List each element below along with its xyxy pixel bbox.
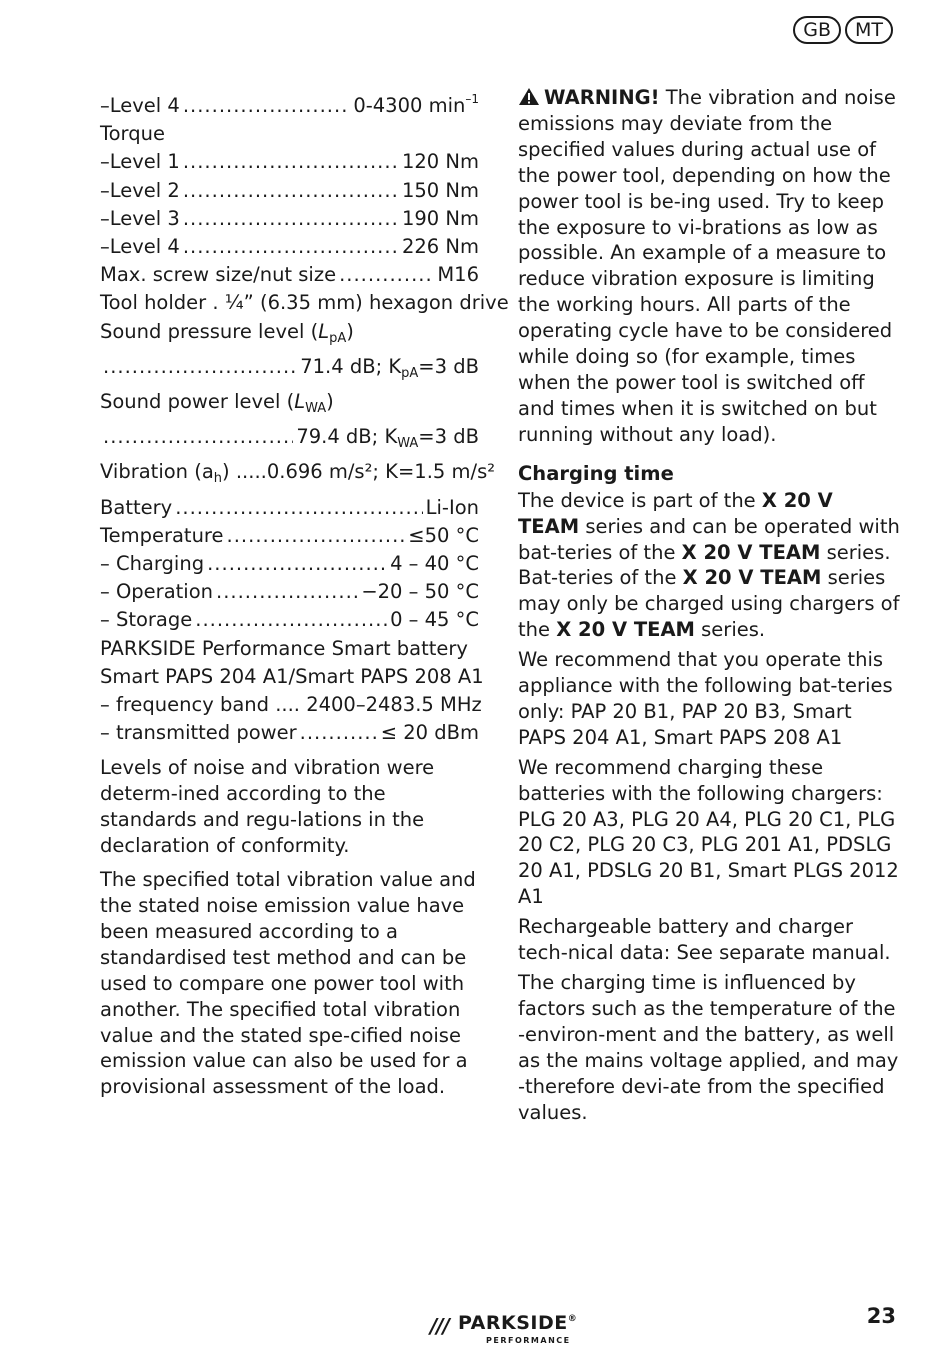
spec-value-subscript: pA [401, 365, 419, 381]
spec-value-superscript: –1 [465, 92, 479, 106]
spec-value-text: Li-Ion [425, 495, 479, 519]
spec-label: – Operation [100, 580, 213, 604]
spec-text: – frequency band .... 2400–2483.5 MHz [100, 693, 482, 717]
spec-text: Sound pressure level ( [100, 319, 319, 343]
spec-value-text: 71.4 dB; K [300, 354, 402, 378]
language-badge-gb: GB [793, 16, 841, 44]
warning-icon [518, 87, 540, 106]
spec-label: – Storage [100, 608, 193, 632]
spec-row [100, 353, 479, 388]
spec-row [100, 719, 479, 747]
spec-value [296, 423, 479, 458]
spec-value [408, 522, 479, 550]
spec-text: Sound power level ( [100, 390, 295, 414]
spec-row [100, 458, 496, 493]
spec-row [100, 494, 479, 522]
paragraph-noise-levels: Levels of noise and vibration were determ-ined according to the standards and regu-lations in the declaration of conformity. [100, 756, 435, 858]
spec-row [100, 205, 479, 233]
language-badges [793, 16, 893, 44]
spec-value-text: 150 Nm [401, 178, 479, 202]
spec-value-text: 79.4 dB; K [296, 425, 398, 449]
spec-value [381, 719, 479, 747]
leader-dots [195, 606, 387, 634]
spec-text-end: ) .....0.696 m/s²; K=1.5 m/s² [222, 460, 496, 484]
spec-row [100, 318, 479, 353]
spec-label: – Charging [100, 552, 205, 576]
leader-dots [175, 494, 422, 522]
logo-name: PARKSIDE® [458, 1312, 578, 1334]
spec-value-text: 226 Nm [401, 235, 479, 259]
leader-dots [300, 719, 378, 747]
spec-list [100, 85, 509, 747]
leader-dots [183, 92, 350, 120]
spec-label: Max. screw size/nut size [100, 263, 337, 287]
spec-row [100, 148, 479, 176]
spec-value-subscript: WA [397, 436, 419, 452]
leader-dots [339, 261, 434, 289]
spec-text-subscript: pA [329, 330, 347, 346]
spec-value-end: =3 dB [418, 354, 479, 378]
spec-value [390, 606, 479, 634]
spec-value [361, 578, 479, 606]
spec-row [100, 85, 479, 120]
spec-row [100, 177, 479, 205]
spec-text: Vibration (a [100, 460, 214, 484]
spec-value-text: M16 [437, 263, 479, 287]
spec-row [100, 635, 479, 663]
paragraph-technical-data: Rechargeable battery and charger tech-nical data: See separate manual. [518, 915, 891, 965]
leader-dots [183, 177, 399, 205]
spec-value-text: 4 – 40 °C [390, 552, 479, 576]
spec-value-text: 0 – 45 °C [390, 608, 479, 632]
spec-value [402, 177, 479, 205]
warning-label: WARNING! [544, 86, 660, 109]
leader-dots [227, 522, 406, 550]
spec-value-text: 0-4300 min [353, 94, 466, 117]
paragraph-batteries: We recommend that you operate this appliance with the following bat-teries only: PAP 20 B1, PAP 20 B3, Smart PAPS 204 A1, Smart PAPS 208 A1 [518, 648, 893, 749]
paragraph-vibration-value: The specified total vibration value and the stated noise emission value have been measured according to a standardised test method and can be used to compare one power tool with another. The specified total vibration value and the stated spe-cified noise emission value can also be used for a provisional assessment of the load. [100, 868, 476, 1099]
leader-dots [103, 423, 293, 451]
spec-value [390, 550, 479, 578]
spec-label: –Level 1 [100, 150, 180, 174]
spec-label: Battery [100, 495, 173, 519]
spec-value [402, 205, 479, 233]
spec-row [100, 606, 479, 634]
spec-label: –Level 3 [100, 206, 180, 230]
paragraph-series: The device is part of the X 20 V TEAM series and can be operated with bat-teries of the X 20 V TEAM series. Bat-teries of the X 20 V TEAM series may only be charged using chargers of the X 20 V TEAM series. [518, 488, 900, 642]
spec-label: –Level 2 [100, 178, 180, 202]
spec-row [100, 522, 479, 550]
paragraph-chargers: We recommend charging these batteries with the following chargers: PLG 20 A3, PLG 20 A4, PLG 20 C1, PLG 20 C2, PLG 20 C3, PLG 201 A1, PDSLG 20 A1, PDSLG 20 B1, Smart PLGS 2012 A1 [518, 755, 899, 909]
spec-text: Torque [100, 122, 165, 146]
leader-dots [216, 578, 358, 606]
spec-text-subscript: WA [305, 401, 327, 417]
spec-text-variable: L [318, 319, 330, 343]
language-badge-mt: MT [845, 16, 893, 44]
spec-row [100, 578, 479, 606]
right-column [518, 85, 900, 1125]
leader-dots [103, 353, 297, 381]
leader-dots [183, 233, 399, 261]
spec-value [402, 148, 479, 176]
spec-label: – transmitted power [100, 721, 297, 745]
warning-block [518, 85, 900, 448]
spec-text: Tool holder . ¼” (6.35 mm) hexagon drive [100, 291, 509, 315]
spec-row [100, 289, 509, 317]
series-name: X 20 V TEAM [682, 566, 822, 590]
spec-text-end: ) [346, 319, 354, 343]
spec-row [100, 691, 482, 719]
spec-value [402, 233, 479, 261]
spec-label: –Level 4 [100, 235, 180, 259]
spec-value-end: =3 dB [418, 425, 479, 449]
spec-value-text: 190 Nm [401, 206, 479, 230]
spec-value [300, 353, 479, 388]
spec-text-end: ) [326, 390, 334, 414]
charging-time-heading: Charging time [518, 461, 674, 485]
spec-row [100, 550, 479, 578]
spec-value-text: −20 – 50 °C [361, 580, 479, 604]
spec-row [100, 261, 479, 289]
parkside-logo [430, 1312, 590, 1352]
spec-row [100, 233, 479, 261]
spec-value-text: ≤50 °C [408, 523, 479, 547]
spec-value [353, 85, 479, 120]
left-column [100, 85, 509, 1100]
logo-registered-mark: ® [567, 1314, 578, 1324]
page-number: 23 [866, 1304, 896, 1328]
spec-row [100, 120, 479, 148]
spec-value [426, 494, 479, 522]
logo-subtitle: PERFORMANCE [486, 1336, 571, 1345]
spec-text: Smart PAPS 204 A1/Smart PAPS 208 A1 [100, 664, 484, 688]
series-name: X 20 V TEAM [556, 618, 695, 642]
paragraph-charging-factors: The charging time is influenced by factors such as the temperature of the -environ-ment and the battery, as well as the mains voltage applied, and may -therefore devi-ate from the specified values. [518, 971, 899, 1124]
spec-value-text: 120 Nm [401, 150, 479, 174]
leader-dots [207, 550, 387, 578]
spec-text: PARKSIDE Performance Smart battery [100, 636, 468, 660]
spec-text-subscript: h [213, 471, 223, 487]
spec-text-variable: L [294, 390, 306, 414]
series-name: X 20 V TEAM [518, 488, 833, 538]
spec-label: –Level 4 [100, 94, 180, 117]
spec-row [100, 663, 484, 691]
logo-slashes: /// [430, 1314, 449, 1338]
leader-dots [183, 205, 399, 233]
series-name: X 20 V TEAM [681, 540, 821, 564]
leader-dots [183, 148, 399, 176]
warning-text: The vibration and noise emissions may deviate from the specified values during actual use of the power tool, depending on how the power tool is be-ing used. Try to keep the exposure to vi-brations as low as possible. An example of a measure to reduce vibration exposure is limiting the working hours. All parts of the operating cycle have to be considered while doing so (for example, times when the power tool is switched off and times when it is switched on but running without any load). [518, 86, 896, 446]
spec-value-text: ≤ 20 dBm [380, 721, 479, 745]
spec-row [100, 388, 479, 423]
spec-label: Temperature [100, 523, 224, 547]
spec-row [100, 423, 479, 458]
spec-value [437, 261, 479, 289]
